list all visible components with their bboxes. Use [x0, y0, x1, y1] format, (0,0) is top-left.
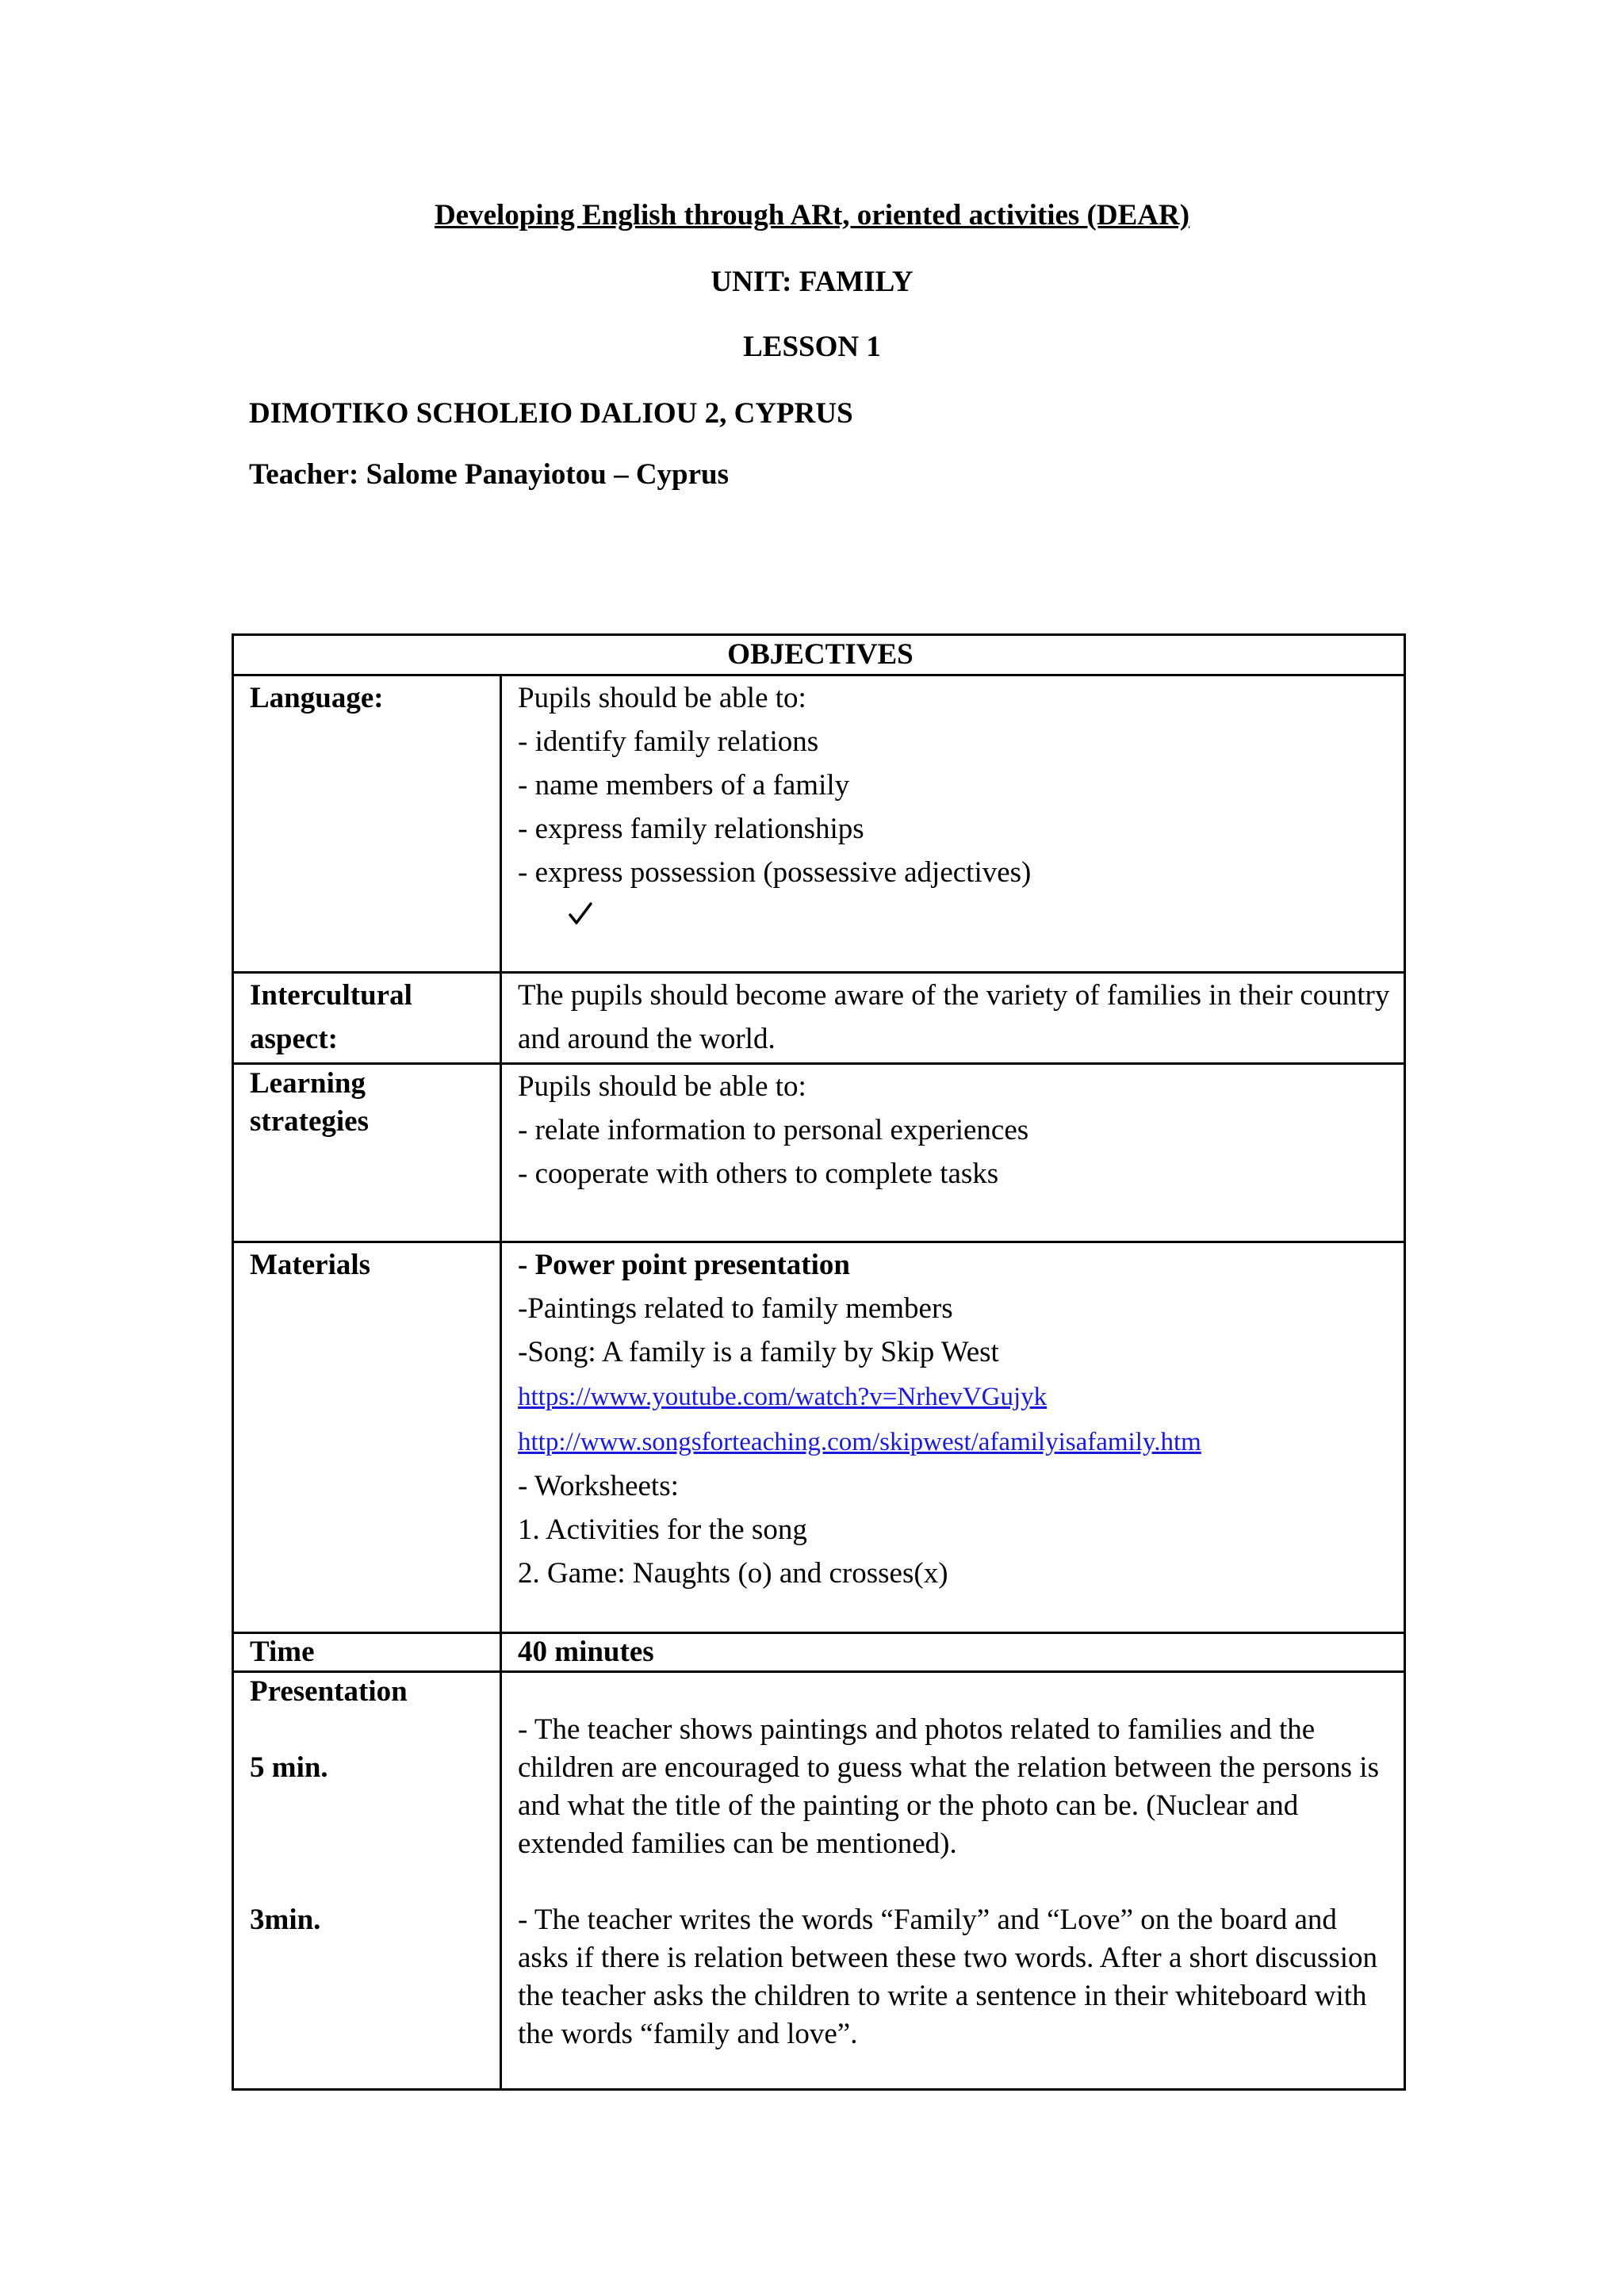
learning-line: Pupils should be able to: [518, 1070, 806, 1103]
songsforteaching-link[interactable]: http://www.songsforteaching.com/skipwest/afamilyisafamily.htm [518, 1428, 1201, 1456]
learning-strategies-label-line: Learning [250, 1067, 366, 1100]
materials-item: 2. Game: Naughts (o) and crosses(x) [518, 1557, 948, 1590]
language-line: Pupils should be able to: [518, 682, 806, 714]
presentation-label: Presentation [250, 1675, 408, 1708]
lesson-heading: LESSON 1 [743, 331, 881, 363]
intercultural-label-line: aspect: [250, 1023, 338, 1055]
intercultural-content: The pupils should become aware of the variety of families in their country and around the world. [501, 973, 1405, 1064]
materials-item: -Song: A family is a family by Skip West [518, 1336, 999, 1368]
intercultural-label-line: Intercultural [250, 979, 412, 1012]
learning-line: - relate information to personal experiences [518, 1114, 1029, 1146]
presentation-row [233, 1672, 1405, 2090]
presentation-activity-1: - The teacher shows paintings and photos related to families and the children are encouraged to guess what the relation between the persons is and what the title of the painting or the photo can be. (Nuclear and extended families can be mentioned). [518, 1713, 1379, 1860]
presentation-time-2: 3min. [250, 1904, 321, 1936]
learning-line: - cooperate with others to complete tasks [518, 1158, 999, 1190]
materials-item: - Power point presentation [518, 1249, 850, 1281]
lesson-plan-table [232, 633, 1406, 2091]
learning-strategies-label-line: strategies [250, 1105, 369, 1138]
learning-strategies-content [501, 1064, 1405, 1242]
teacher-name: Teacher: Salome Panayiotou – Cyprus [249, 458, 730, 491]
language-line: - name members of a family [518, 769, 850, 802]
time-row [233, 1633, 1405, 1672]
materials-content [501, 1242, 1405, 1633]
time-label: Time [233, 1633, 501, 1672]
intercultural-row [233, 973, 1405, 1064]
materials-label: Materials [233, 1242, 501, 1633]
presentation-label-cell [233, 1672, 501, 2090]
language-label: Language: [233, 675, 501, 973]
objectives-header-row [233, 635, 1405, 675]
materials-item: - Worksheets: [518, 1470, 679, 1502]
language-line: - identify family relations [518, 725, 819, 758]
materials-row [233, 1242, 1405, 1633]
document-title: Developing English through ARt, oriented activities (DEAR) [434, 199, 1190, 232]
language-line: - express possession (possessive adjectives) [518, 856, 1032, 889]
objectives-heading: OBJECTIVES [233, 635, 1405, 675]
presentation-activity-2: - The teacher writes the words “Family” and “Love” on the board and asks if there is relation between these two words. After a short discussion the teacher asks the children to write a sentence in their whiteboard with the words “family and love”. [518, 1904, 1378, 2050]
learning-strategies-label [233, 1064, 501, 1242]
unit-heading: UNIT: FAMILY [710, 266, 914, 298]
youtube-link[interactable]: https://www.youtube.com/watch?v=NrhevVGujyk [518, 1383, 1048, 1411]
language-row [233, 675, 1405, 973]
language-content [501, 675, 1405, 973]
materials-item: 1. Activities for the song [518, 1513, 807, 1546]
presentation-time-1: 5 min. [250, 1751, 328, 1784]
school-name: DIMOTIKO SCHOLEIO DALIOU 2, CYPRUS [249, 397, 853, 430]
materials-item: -Paintings related to family members [518, 1292, 953, 1325]
presentation-content [501, 1672, 1405, 2090]
language-line: - express family relationships [518, 813, 864, 845]
time-value: 40 minutes [501, 1633, 1405, 1672]
check-mark-icon [518, 894, 1391, 938]
intercultural-label [233, 973, 501, 1064]
learning-strategies-row [233, 1064, 1405, 1242]
